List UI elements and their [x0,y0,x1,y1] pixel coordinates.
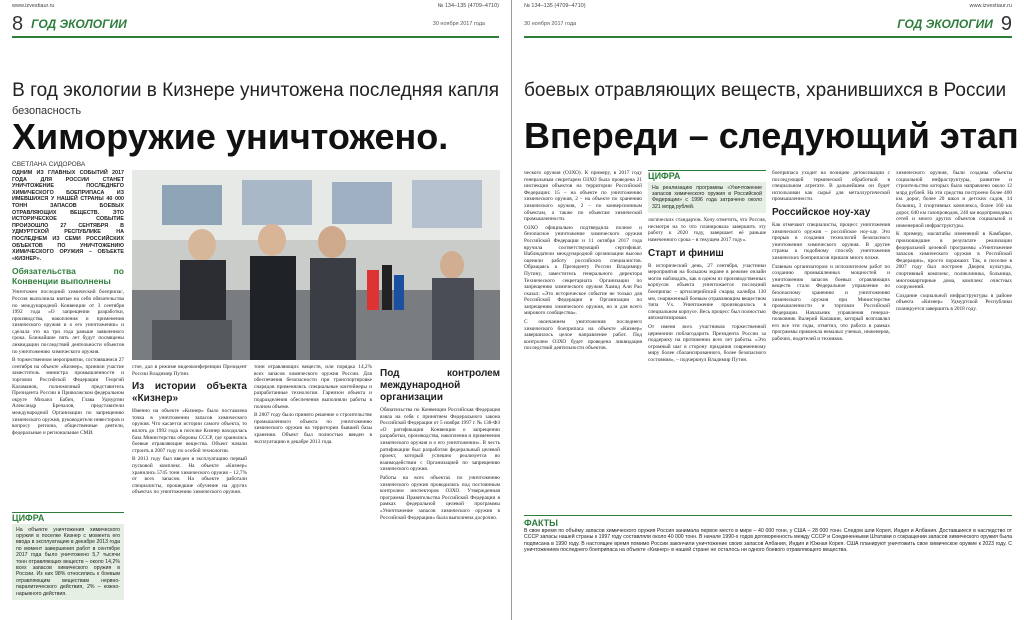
page-number: 9 [1000,12,1012,35]
paragraph: С окончанием уничтожения последнего химического боеприпаса на объекте «Кизнер» завершилось целое направление работ. Под контролем ОЗХО будет проведена ликвидация последствий деятельности объектов. [524,319,642,352]
column-3-left [254,364,372,447]
paragraph: ОЗХО официально подтвердила полное и безопасное уничтожение химического оружия Российской Федерации и 11 октября 2017 года вручила соответствующий сертификат. Наблюдатели международной организации высоко оценили работу российских специалистов. Обращаясь к Президенту России Владимиру Путину, заместитель генерального директора Технического секретариата Организации по запрещению химического оружия Хамид Али Рао сказал: «Это историческое событие не только для Российской Федерации и Организации по запрещению химического оружия, но и для всего мирового сообщества». [524,224,642,317]
paragraph: Уничтожен последний химический боеприпас, Россия выполнила взятые на себя обязательства по международной Конвенции от 3 сентября 1992 года «О запрещении разработки, производства, накопления и применения химического оружия и о его уничтожении» и сделала это на три года раньше заявленного срока. Ближайшие пять лет будут посвящены ликвидации последствий деятельности объектов по уничтожению химического оружия. [12,289,124,355]
paragraph: К примеру, масштабы изменений в Камбарке, произошедшие в результате реализации федеральной целевой программы «Уничтожение запасов химического оружия в Российской Федерации», просто поражают. Так, в поселке в 2007 году был построен Дворец культуры, спортивный комплекс, поликлиника, больница, многоквартирные дома, комплекс очистных сооружений. [896,231,1012,291]
page-number: 8 [12,12,24,35]
paragraph: логических стандартов. Хочу отметить, что Россия, несмотря на то что планировала завершить эту работу к 2020 году, завершает её раньше намеченного срока – в текущем 2017 году». [648,217,766,243]
headline-main-left: Химоружие уничтожено. [12,116,449,157]
column-1-left [12,170,124,438]
paragraph: В 2013 году был введен в эксплуатацию первый пусковой комплекс. На объекте «Кизнер» хранились 5745 тонн химического оружия – 12,7% от всех запасов. На объекте работали специалисты, прошедшие обучение на других объектах по уничтожению химического оружия. [132,456,247,496]
page-right [512,0,1024,620]
running-header-left [12,12,499,38]
paragraph: В исторический день, 27 сентября, участники мероприятия на большом экране в режиме онлайн могли наблюдать, как в одном из производственных корпусов объекта уничтожается последний боеприпас – артиллерийский снаряд калибра 130 мм, снаряженный боевым отравляющим веществом типа Vx. Уничтожение производилось в специальном корпусе. Весь процесс был полностью автоматизирован. [648,262,766,322]
running-header-right [524,12,1012,38]
site-url: www.izvestiaur.ru [12,3,55,9]
paragraph: Именно на объекте «Кизнер» было поставлена точка в уничтожении запасов химического оружия. Что касается истории самого объекта, то вплоть до 1992 года в поселке Кизнер находилась база Министерства обороны СССР, где хранились боевые отравляющие вещества. Объект начали строить в 2007 году по особой технологии. [132,408,247,454]
press-photo-image [132,170,500,360]
facts-label: ФАКТЫ [524,515,1012,528]
paragraph: ческого оружия (ОЗХО). К примеру, в 2017 году генеральным секретарем ОЗХО была проведена 21 инспекция объектов на территории Российской Федерации: 15 – на объекте по уничтожению химического оружия, 2 – на объекте по хранению химического оружия, 2 – по конверсионным объектам, а также по объектам химической промышленности. [524,170,642,223]
paragraph: В торжественном мероприятии, состоявшемся 27 сентября на объекте «Кизнер», приняли участие заместитель министра промышленности и торговли Российской Федерации Георгий Каламанов, полномочный представитель Президента России в Приволжском федеральном округе Михаил Бабич, Глава Удмуртии Александр Бречалов, представители международной Организации по запрещению химического оружия, руководители инвесторов и вопросу региона, общественные деятели, федеральные и региональные СМИ. [12,357,124,436]
paragraph: химического оружия, были созданы объекты социальной инфраструктуры, развитие и строительство которых было направлено около 12 млрд рублей. На эти средства построено более 400 км. дорог, более 20 школ и детских садов, 14 больниц, 3 спортивных комплекса, более 160 км дорог, 640 км газопроводов, 240 км водопроводных сетей и много других объектов социальной и инженерной инфраструктуры. [896,170,1012,229]
headline-main-right: Впереди – следующий этап [524,115,1019,156]
topline-right [524,0,1012,12]
column-2-right [648,170,766,366]
paragraph: тонн отравляющих веществ, или порядка 14,2% всех запасов химического оружия России. Для обеспечения безопасности при транспортировке снарядов применялись специальные контейнеры и разработанные технологии. Гарнизон объекта и подразделения обеспечения выполняли работы в полном объеме. [254,364,372,410]
issue-number: № 134–135 (4709–4710) [437,3,499,9]
paragraph: Главным организатором и исполнителем работ по созданию промышленных мощностей и уничтожению запасов боевых отравляющих веществ стало Федеральное управление по безопасному хранению и уничтожению химического оружия при Министерстве промышленности и торговли Российской Федерации. Начальник управления генерал-полковник Валерий Капашин, который возглавлял его все эти годы, отметил, что работа в рамках программы привлекла немалых ученых, инженеров, рабочих, водителей и техников. [772,263,890,343]
issue-number: № 134–135 (4709–4710) [524,3,586,9]
column-4-left [380,364,500,523]
column-3-right [772,170,890,345]
paragraph: стое, дал в режиме видеоконференции Президент России Владимир Путин. [132,364,247,377]
cifra-label: ЦИФРА [648,170,766,180]
press-photo [132,170,500,360]
subheading: Российское ноу-хау [772,206,871,218]
lead-paragraph: ОДНИМ ИЗ ГЛАВНЫХ СОБЫТИЙ 2017 ГОДА ДЛЯ РОССИИ СТАНЕТ УНИЧТОЖЕНИЕ ПОСЛЕДНЕГО ХИМИЧЕСКОГО БОЕПРИПАСА ИЗ ИМЕВШИХСЯ У НАШЕЙ СТРАНЫ 40 000 ТОНН ЗАПАСОВ БОЕВЫХ ОТРАВЛЯЮЩИХ ВЕЩЕСТВ. ЭТО ИСТОРИЧЕСКОЕ СОБЫТИЕ ПРОИЗОШЛО 27 СЕНТЯБРЯ В УДМУРТСКОЙ РЕСПУБЛИКЕ НА ПОСЛЕДНЕМ ИЗ СЕМИ РОССИЙСКИХ ОБЪЕКТОВ ПО УНИЧТОЖЕНИЮ ХИМИЧЕСКОГО ОРУЖИЯ – ОБЪЕКТЕ «КИЗНЕР». [12,170,124,262]
paragraph: Обязательства по Конвенции Российская Федерация взяла на себя с принятием Федерального закона Российской Федерации от 5 ноября 1997 г. № 138-ФЗ «О ратификации Конвенции о запрещении разработки, производства, накопления и применения химического оружия и о его уничтожении». В честь ратификации был разработан федеральный целевой проект, который успешно реализуется во взаимодействии с Организацией по запрещению химического оружия. [380,407,500,473]
rubric: ГОД ЭКОЛОГИИ [31,17,127,31]
column-4-right [896,170,1012,314]
subheading: Обязательства по Конвенции выполнены [12,266,124,287]
issue-date: 30 ноября 2017 года [432,21,485,27]
cifra-block-left [12,512,124,600]
cifra-text: На объекте уничтожения химического оружия в поселке Кизнер с момента его ввода в эксплуатацию в декабре 2013 года по момент завершения работ в сентябре 2017 года было уничтожено 5,7 тысячи тонн отравляющих веществ – около 14,2% всех запасов химического оружия в России. Из них 98% относились к боевым отравляющим веществам нервно-паралитического действия, 2% – кожно-нарывного действия. [12,524,124,600]
subheading: Под контролем международной организации [380,368,500,403]
subheading: Старт и финиш [648,247,724,259]
paragraph: боеприпаса уходит на позицию детоксикации с последующей термической обработкой в специальном агрегате. В дальнейшем он будет использован как сырьё для металлургической промышленности. [772,170,890,203]
paragraph: От имени всех участников торжественной церемонии поблагодарить Президента России за поддержку на протяжении всех лет работы. «Это огромный шаг в сторону придания современному миру более сбалансированного, более безопасного состояния», – подчеркнул Владимир Путин. [648,323,766,363]
cifra-text: На реализацию программы «Уничтожение запасов химического оружия в Российской Федерации» с 1996 года затрачено около 321 млрд рублей. [648,182,766,214]
issue-date: 30 ноября 2017 года [524,21,577,27]
author: СВЕТЛАНА СИДОРОВА [12,161,86,168]
paragraph: Работы на всех объектах по уничтожению химического оружия проводились под постоянным контролем инспекторов ОЗХО. Утвержденная программа Правительства Российской Федерации в рамках федеральной целевой программы «Уничтожение запасов химического оружия в Российской Федерации» была выполнена досрочно. [380,474,500,521]
kicker: безопасность [12,105,82,117]
paragraph: Как отмечают специалисты, процесс уничтожения химического оружия – российское ноу-хау. Это прорыв в создании технологий безопасного уничтожения химического оружия. В другие страны к подобному способу уничтожения химических боеприпасов пришли много позже. [772,221,890,261]
paragraph: Создание социальной инфраструктуры в районе объекта «Кизнер» Удмуртской Республики планируется завершить в 2018 году. [896,292,1012,312]
topline-left [12,0,499,12]
facts-text: В свое время по объёму запасов химического оружия Россия занимала первое место в мире – 40 000 тонн, у США – 28 000 тонн. Следом шли Корея, Индия и Албания. Доставшиеся в наследство от СССР запасы нашей страны к 1997 году составляли около 40 000 тонн. В начале 1990-х годов договоренность между СССР и Соединенными Штатами о сокращении запасов химического оружия была подписана в 1990 году. В настоящее время помимо России закончили уничтожение своих запасов Албания, Индия и Южная Корея. США планируют уничтожить свое химическое оружие к 2023 году. С уничтожением последнего боеприпаса на объекте «Кизнер» в нашей стране не осталось ни одного боевого отравляющего вещества. [524,528,1012,554]
site-url: www.izvestiaur.ru [969,3,1012,9]
headline-top-right: боевых отравляющих веществ, хранившихся в России [524,80,1007,101]
subheading: Из истории объекта «Кизнер» [132,381,247,405]
column-1-right [524,170,642,354]
facts-block [524,515,1012,554]
cifra-label: ЦИФРА [12,512,124,522]
rubric: ГОД ЭКОЛОГИИ [897,17,993,31]
paragraph: В 2007 году было принято решение о строительстве промышленного объекта по уничтожению химического оружия на территории бывшей базы хранения. Объект был полностью введен в эксплуатацию в декабре 2013 года. [254,412,372,445]
column-2-left [132,364,247,498]
headline-top-left: В год экологии в Кизнере уничтожена последняя капля [12,80,499,101]
